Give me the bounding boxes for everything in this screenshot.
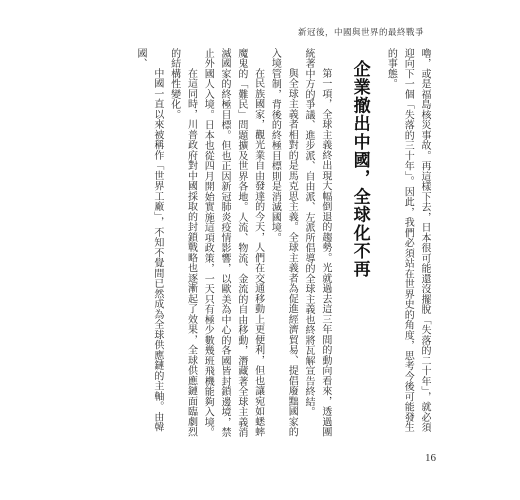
intro-paragraph: 嚕，或是福島核災事故。再這樣下去，日本很可能還沒擺脫「失落的二十年」，就必須迎向下一個「失落的三十年」。因此，我們必須站在世界史的角度，思考今後可能發生的事態。 [385,48,430,433]
paragraph-4: 在這同時，川普政府對中國採取的封鎖戰略也逐漸起了效果，全球供應鏈面臨劇烈的結構性變化。 [168,48,197,437]
paragraph-5: 中國一直以來被稱作「世界工廠」，不知不覺間已然成為全球供應鏈的主軸。由韓國、 [135,48,163,432]
paragraph-1: 第一項，全球主義終出現大幅倒退的趨勢。光就過去這三年間的動向看來，透過團統著中方的爭議、進步派、自由派、左派所倡導的全球主義也終將瓦解宣告終結。 [303,48,331,437]
article-body [72,48,432,440]
running-header: 新冠後，中國與世界的最終戰爭 [297,28,424,38]
paragraph-2: 與全球主義者相對的是馬克思主義。全球主義者為促進經濟貿易、提倡廢黜國家的入境管制，背後的終極目標則是消滅國境。 [269,48,298,437]
paragraph-3: 在民族國家，觀光業自由發達的今天，人們在交通移動上更便利，但也讓宛如蟋蟀魔鬼的「難民」問題擴及世界各地。人流、物流、金流的自由移動，潛藏著全球主義消滅國家的終極目標。但也正因新冠肺炎疫情影響，以歐美為中心的各國皆封鎖邊境，禁止外國人入境。日本也從四月開始實施這項政策，一天只有極少數幾班飛機能夠入境。 [202,48,264,438]
section-heading: 企業撤出中國，全球化不再 [349,60,370,279]
page-number: 16 [425,452,436,464]
